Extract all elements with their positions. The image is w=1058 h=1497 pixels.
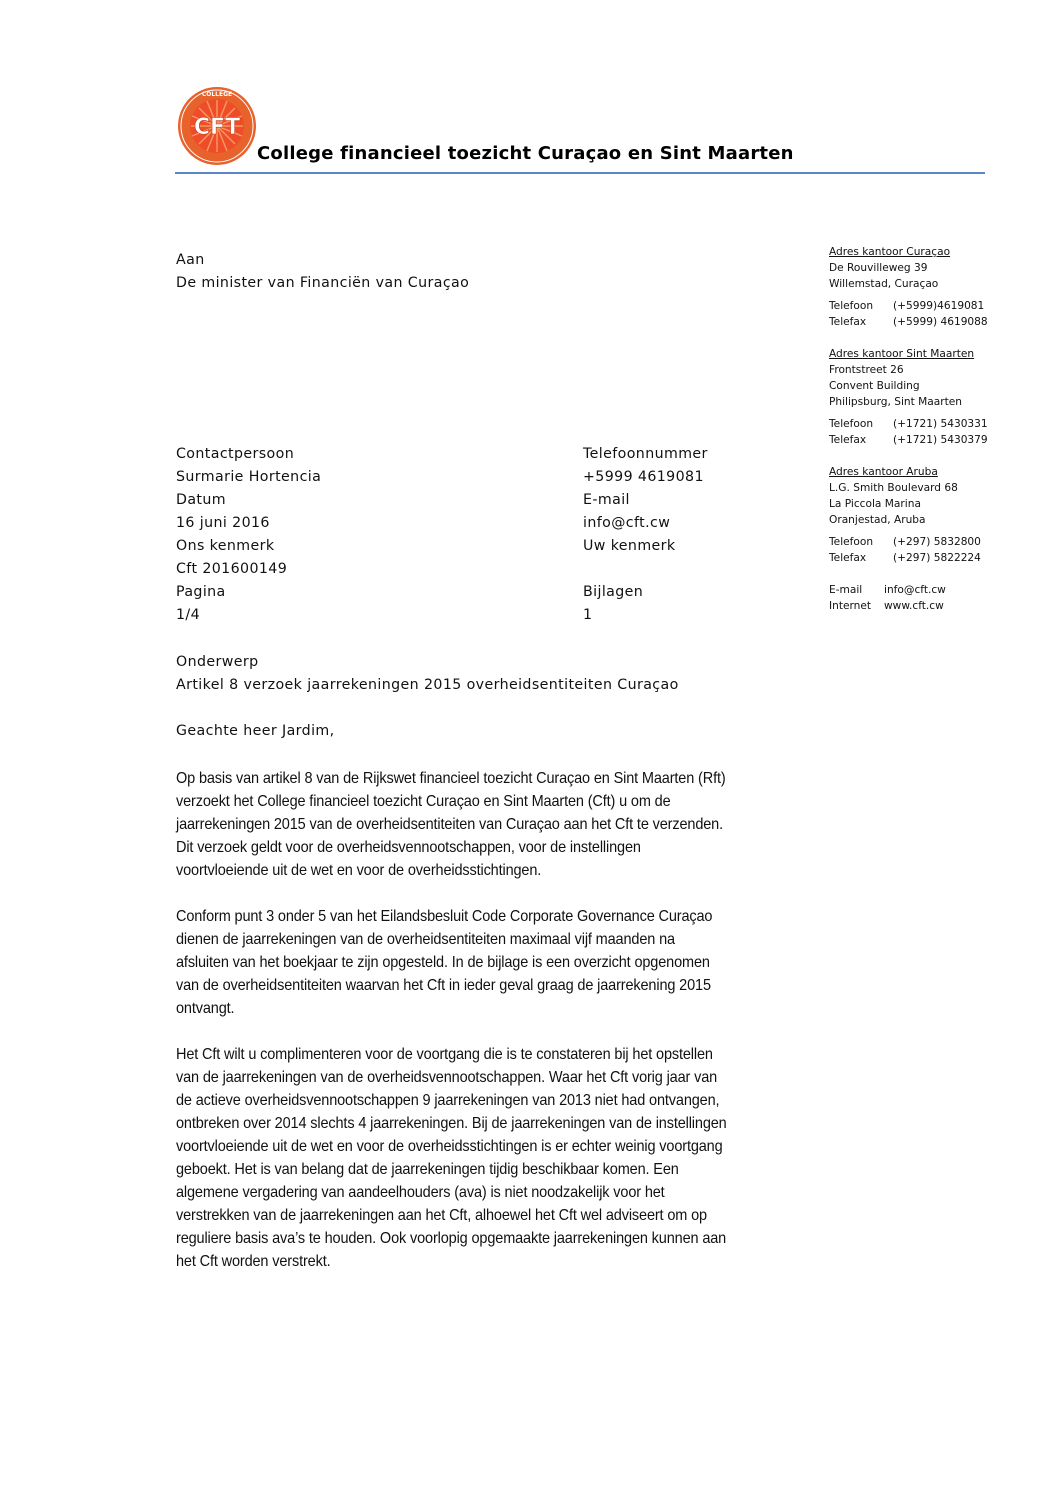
address-line: Philipsburg, Sint Maarten (829, 396, 963, 408)
body-line: ontvangt. (176, 1000, 235, 1017)
internet-row (829, 598, 988, 614)
phone-row (829, 534, 988, 550)
meta-value-contactpersoon: Surmarie Hortencia (176, 469, 322, 485)
phone-value: (+5999)4619081 (893, 300, 985, 312)
office-aruba (829, 464, 988, 566)
meta-value-email[interactable]: info@cft.cw (583, 515, 671, 531)
meta-label-email: E-mail (583, 492, 630, 508)
org-title: College financieel toezicht Curaçao en Sint Maarten (257, 143, 794, 164)
body-line: Op basis van artikel 8 van de Rijkswet financieel toezicht Curaçao en Sint Maarten (Rft) (176, 770, 726, 787)
meta-label-ons-kenmerk: Ons kenmerk (176, 538, 275, 554)
body-line: verstrekken van de jaarrekeningen aan het Cft, alhoewel het Cft wel adviseert om op (176, 1207, 707, 1224)
website-link[interactable]: www.cft.cw (884, 600, 944, 612)
phone-label: Telefoon (829, 418, 874, 430)
email-row (829, 582, 988, 598)
phone-row (829, 416, 988, 432)
email-label: E-mail (829, 584, 863, 596)
logo-ring-text: COLLEGE (201, 91, 233, 98)
body-line: ontbreken over 2014 slechts 4 jaarrekeningen. Bij de jaarrekeningen van de instellingen (176, 1115, 727, 1132)
meta-value-uw-kenmerk (583, 558, 708, 581)
body-line: de actieve overheidsvennootschappen 9 jaarrekeningen van 2013 niet had ontvangen, (176, 1092, 720, 1109)
fax-label: Telefax (829, 316, 867, 328)
addressee-block (176, 249, 469, 295)
body-line: reguliere basis ava’s te houden. Ook voorlopig opgemaakte jaarrekeningen kunnen aan (176, 1230, 727, 1247)
salutation: Geachte heer Jardim, (176, 723, 335, 739)
email-link[interactable]: info@cft.cw (884, 584, 946, 596)
body-line: het Cft worden verstrekt. (176, 1253, 331, 1270)
body-paragraph-3 (176, 1043, 846, 1273)
body-line: van de overheidsentiteiten waarvan het Cft in ieder geval graag de jaarrekening 2015 (176, 977, 711, 994)
meta-left (176, 443, 321, 627)
office-addresses (829, 244, 988, 614)
phone-label: Telefoon (829, 536, 874, 548)
fax-value: (+1721) 5430379 (893, 434, 988, 446)
addressee-label: Aan (176, 252, 205, 268)
address-line: L.G. Smith Boulevard 68 (829, 482, 958, 494)
body-line: jaarrekeningen 2015 van de overheidsentiteiten van Curaçao aan het Cft te verzenden. (176, 816, 723, 833)
meta-label-telefoonnummer: Telefoonnummer (583, 446, 708, 462)
office-heading: Adres kantoor Curaçao (829, 246, 951, 258)
subject-label: Onderwerp (176, 654, 259, 670)
meta-value-telefoonnummer: +5999 4619081 (583, 469, 704, 485)
subject-value: Artikel 8 verzoek jaarrekeningen 2015 overheidsentiteiten Curaçao (176, 677, 679, 693)
body-line: verzoekt het College financieel toezicht Curaçao en Sint Maarten (Cft) u om de (176, 793, 671, 810)
office-curacao (829, 244, 988, 330)
meta-label-datum: Datum (176, 492, 226, 508)
cft-logo-icon (177, 86, 257, 166)
body-line: algemene vergadering van aandeelhouders (ava) is niet noodzakelijk voor het (176, 1184, 665, 1201)
meta-label-contactpersoon: Contactpersoon (176, 446, 295, 462)
address-line: Willemstad, Curaçao (829, 278, 939, 290)
body-line: Conform punt 3 onder 5 van het Eilandsbesluit Code Corporate Governance Curaçao (176, 908, 713, 925)
address-line: La Piccola Marina (829, 498, 921, 510)
fax-row (829, 550, 988, 566)
phone-value: (+1721) 5430331 (893, 418, 988, 430)
logo-text: CFT (193, 115, 241, 140)
phone-row (829, 298, 988, 314)
body-line: Het Cft wilt u complimenteren voor de voortgang die is te constateren bij het opstellen (176, 1046, 713, 1063)
phone-value: (+297) 5832800 (893, 536, 981, 548)
address-line: Frontstreet 26 (829, 364, 904, 376)
body-line: Dit verzoek geldt voor de overheidsvennootschappen, voor de instellingen (176, 839, 641, 856)
fax-value: (+297) 5822224 (893, 552, 981, 564)
meta-label-bijlagen: Bijlagen (583, 584, 644, 600)
body-line: voortvloeiende uit de wet en voor de overheidsstichtingen. (176, 862, 542, 879)
meta-value-pagina: 1/4 (176, 607, 201, 623)
meta-label-pagina: Pagina (176, 584, 226, 600)
office-heading: Adres kantoor Aruba (829, 466, 938, 478)
meta-right (583, 443, 708, 627)
meta-value-datum: 16 juni 2016 (176, 515, 270, 531)
fax-label: Telefax (829, 434, 867, 446)
body-line: dienen de jaarrekeningen van de overheidsentiteiten maximaal vijf maanden na (176, 931, 675, 948)
meta-value-bijlagen: 1 (583, 607, 593, 623)
body-paragraph-1 (176, 767, 846, 882)
body-line: van de jaarrekeningen van de overheidsvennootschappen. Waar het Cft vorig jaar van (176, 1069, 718, 1086)
office-heading: Adres kantoor Sint Maarten (829, 348, 975, 360)
address-line: Convent Building (829, 380, 920, 392)
meta-label-uw-kenmerk: Uw kenmerk (583, 538, 676, 554)
fax-label: Telefax (829, 552, 867, 564)
internet-label: Internet (829, 600, 872, 612)
meta-value-ons-kenmerk: Cft 201600149 (176, 561, 288, 577)
cft-logo (177, 86, 257, 166)
address-line: De Rouvilleweg 39 (829, 262, 928, 274)
phone-label: Telefoon (829, 300, 874, 312)
subject-block (176, 651, 679, 697)
body-line: voortvloeiende uit de wet en voor de overheidsstichtingen is er echter weinig voortgang (176, 1138, 723, 1155)
fax-row (829, 314, 988, 330)
office-contact (829, 582, 988, 614)
body-paragraph-2 (176, 905, 846, 1020)
body-line: afsluiten van het boekjaar te zijn opgesteld. In de bijlage is een overzicht opgenomen (176, 954, 710, 971)
header-rule (175, 172, 985, 174)
fax-value: (+5999) 4619088 (893, 316, 988, 328)
address-line: Oranjestad, Aruba (829, 514, 926, 526)
office-sint-maarten (829, 346, 988, 448)
addressee-name: De minister van Financiën van Curaçao (176, 275, 470, 291)
fax-row (829, 432, 988, 448)
body-line: geboekt. Het is van belang dat de jaarrekeningen tijdig beschikbaar komen. Een (176, 1161, 679, 1178)
